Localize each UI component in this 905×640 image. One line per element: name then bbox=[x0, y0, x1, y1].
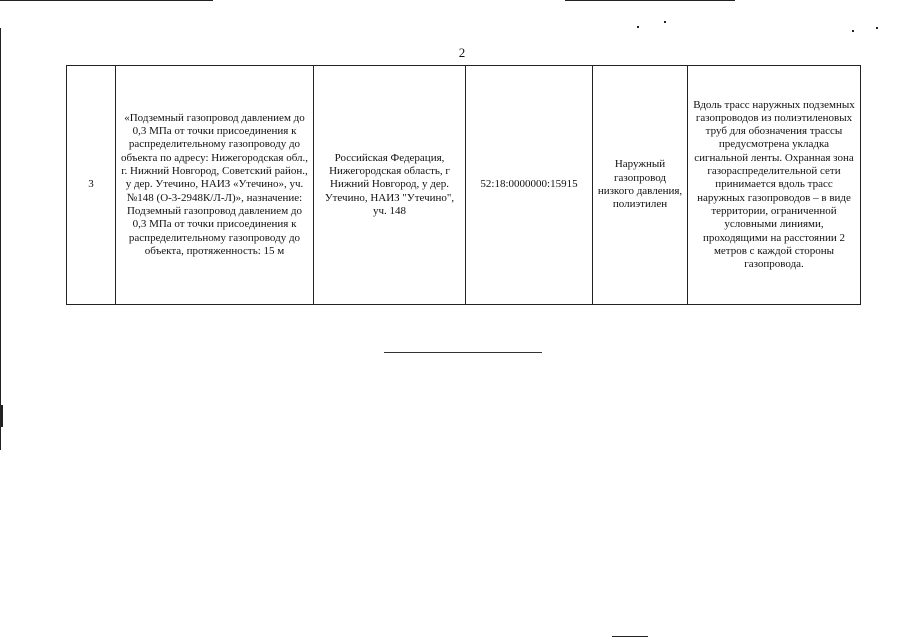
location-cell: Российская Федерация, Нижегородская область, г Нижний Новгород, у дер. Утечино, НАИЗ "Утечино", уч. 148 bbox=[314, 66, 466, 305]
registry-table bbox=[66, 65, 861, 305]
scan-artifact-left-edge bbox=[0, 28, 1, 450]
object-description-cell: «Подземный газопровод давлением до 0,3 МПа от точки присоединения к распределительному газопроводу до объекта по адресу: Нижегородская обл., г. Нижний Новгород, Советский район., у дер. Утечино, НАИЗ «Утечино», уч. №148 (О-3-2948К/Л-Л)», назначение: Подземный газопровод давлением до 0,3 МПа от точки присоединения к распределительному газопроводу до объекта, протяженность: 15 м bbox=[116, 66, 314, 305]
scan-artifact-top-right bbox=[565, 0, 735, 1]
separator-line bbox=[384, 352, 542, 353]
scan-artifact-bottom bbox=[612, 636, 648, 637]
cadastral-number-cell: 52:18:0000000:15915 bbox=[466, 66, 593, 305]
protection-zone-cell: Вдоль трасс наружных подземных газопроводов из полиэтиленовых труб для обозначения трассы предусмотрена укладка сигнальной ленты. Охранная зона газораспределительной сети принимается вдоль трасс наружных газопроводов – в виде территории, ограниченной условными линиями, проходящими на расстоянии 2 метров с каждой стороны газопровода. bbox=[688, 66, 861, 305]
pipeline-type-cell: Наружный газопровод низкого давления, полиэтилен bbox=[593, 66, 688, 305]
scan-artifact-dot-4 bbox=[876, 27, 878, 29]
row-index-cell: 3 bbox=[67, 66, 116, 305]
scan-artifact-dot-1 bbox=[637, 26, 639, 28]
scan-artifact-dot-2 bbox=[664, 21, 666, 23]
scan-artifact-dot-3 bbox=[852, 30, 854, 32]
page-number: 2 bbox=[458, 45, 466, 60]
scan-artifact-top-left bbox=[0, 0, 213, 1]
scan-artifact-left-mark bbox=[0, 405, 3, 427]
table-row bbox=[67, 66, 861, 305]
